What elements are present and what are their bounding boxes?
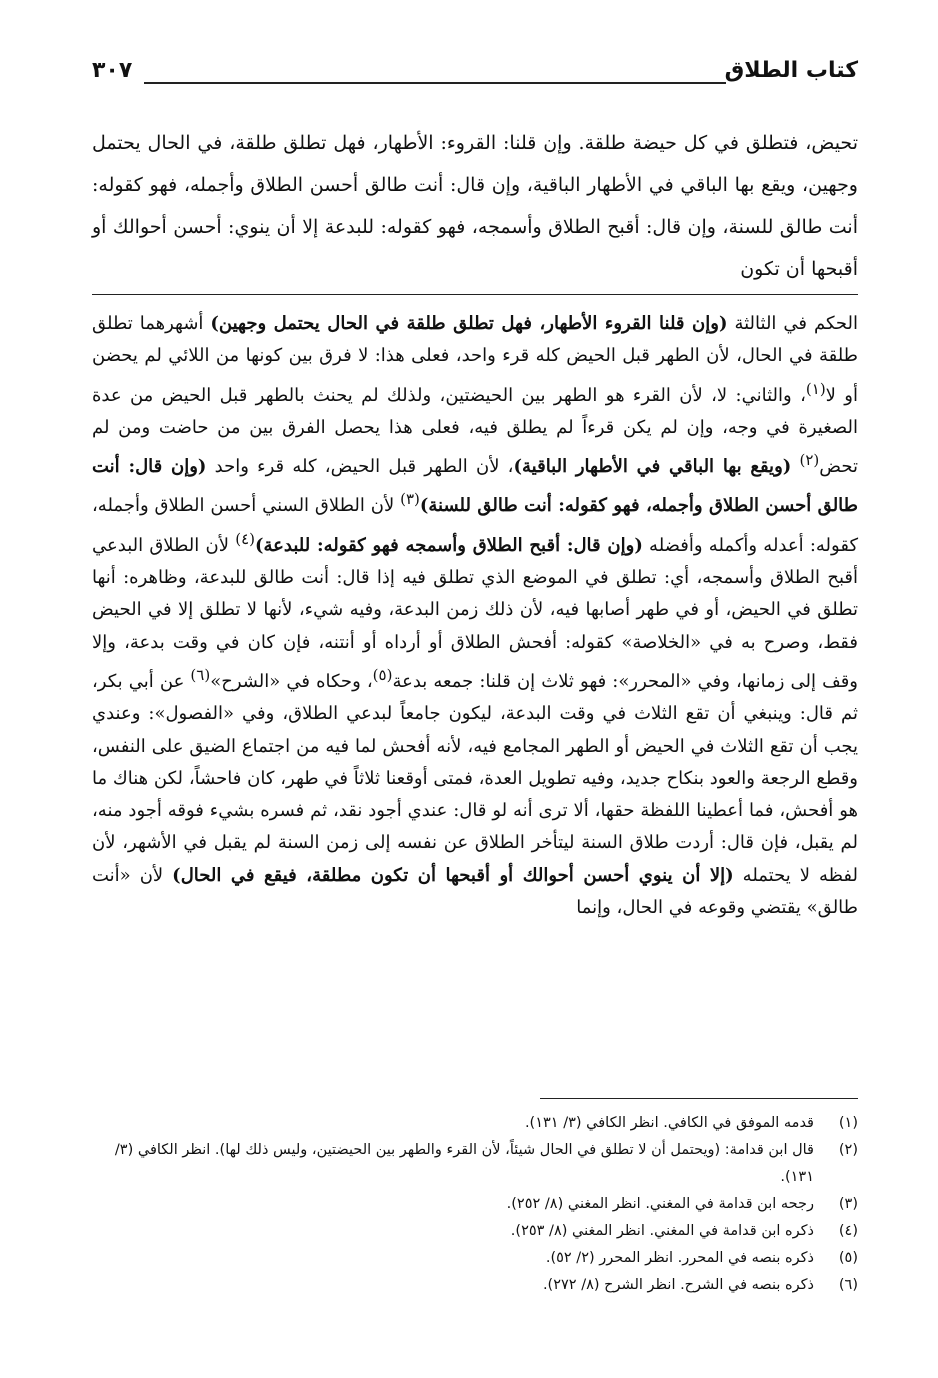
page-header bbox=[92, 56, 858, 92]
footnote-number: (١) bbox=[838, 1115, 858, 1131]
book-title: كتاب الطلاق bbox=[724, 58, 858, 83]
footnote-ref[interactable]: (١) bbox=[805, 379, 826, 398]
commentary-text: الحكم في الثالثة bbox=[727, 313, 858, 334]
header-rule bbox=[144, 82, 726, 84]
main-text-paragraph: تحيض، فتطلق في كل حيضة طلقة. وإن قلنا: القروء: الأطهار، فهل تطلق طلقة، في الحال يحتمل وجهين، ويقع بها الباقي في الأطهار الباقية، وإن قال: أنت طالق أحسن الطلاق وأجمله، فهو كقوله: أنت طالق للسنة، وإن قال: أقبح الطلاق وأسمجه، فهو كقوله: للبدعة إلا أن ينوي: أحسن أحوالك أو أقبحها أن تكون bbox=[92, 132, 858, 280]
main-text bbox=[92, 122, 858, 290]
footnote-ref[interactable]: (٢) bbox=[799, 451, 820, 470]
page-number: ٣٠٧ bbox=[92, 58, 133, 83]
quoted-matn: (وإن قال: أنت طالق أحسن الطلاق وأجمله، فهو كقوله: أنت طالق للسنة) bbox=[92, 456, 858, 517]
footnote-text: ذكره بنصه في المحرر. انظر المحرر (٢/ ٥٢). bbox=[545, 1250, 814, 1266]
footnote-text: ذكره بنصه في الشرح. انظر الشرح (٨/ ٢٧٢). bbox=[542, 1277, 814, 1293]
commentary-text: ، والثاني: لا، لأن القرء هو الطهر بين الحيضتين، ولذلك لم يحنث بالطهر قبل الحيض من عدة الصغيرة في وجه، وإن لم يكن قرءاً لم يطلق فيه، فعلى هذا يحصل الفرق بين من حاضت ومن لم تحض bbox=[92, 384, 858, 478]
commentary-text: لأن «أنت طالق» يقتضي وقوعه في الحال، وإنما bbox=[92, 864, 858, 919]
text-separator bbox=[92, 294, 858, 295]
footnote-text: ذكره ابن قدامة في المغني. انظر المغني (٨/ ٢٥٣). bbox=[510, 1223, 814, 1239]
footnote-ref[interactable]: (٤) bbox=[235, 529, 255, 548]
footnote-number: (٣) bbox=[838, 1196, 858, 1212]
commentary-text: ، لأن الطهر قبل الحيض، كله قرء واحد bbox=[206, 456, 514, 478]
footnote-ref[interactable]: (٥) bbox=[372, 665, 393, 684]
footnotes-separator bbox=[540, 1098, 858, 1099]
footnote-number: (٥) bbox=[838, 1250, 858, 1266]
quoted-matn: (وإن قلنا القروء الأطهار، فهل تطلق طلقة في الحال يحتمل وجهين) bbox=[210, 313, 728, 334]
footnote-text: قال ابن قدامة: (ويحتمل أن لا تطلق في الحال شيئاً، لأن القرء والطهر بين الحيضتين، وليس ذلك لها). انظر الكافي (٣/ ١٣١). bbox=[114, 1142, 814, 1185]
commentary-text bbox=[791, 456, 799, 477]
quoted-matn: (إلا أن ينوي أحسن أحوالك أو أقبحها أن تكون مطلقة، فيقع في الحال) bbox=[172, 864, 734, 886]
footnote bbox=[92, 1272, 858, 1299]
footnote-text: رجحه ابن قدامة في المغني. انظر المغني (٨/ ٢٥٢). bbox=[506, 1196, 814, 1212]
commentary-paragraph bbox=[92, 308, 858, 924]
quoted-matn: (وإن قال: أقبح الطلاق وأسمجه فهو كقوله: للبدعة) bbox=[255, 534, 643, 556]
quoted-matn: (ويقع بها الباقي في الأطهار الباقية) bbox=[513, 456, 792, 478]
commentary-text: عن أبي بكر، ثم قال: وينبغي أن تقع الثلاث في وقت البدعة، ليكون جامعاً لبدعي الطلاق، وفي «الفصول»: وعندي يجب أن تقع الثلاث في الحيض أو الطهر المجامع فيه، لأنه أفحش لما فيه من اجتماع الضيق على النفس، وقطع الرجعة والعود بنكاح جديد، وفيه تطويل العدة، فمتى أوقعنا ثلاثاً في طهر، كان فاحشاً، لكن هناك ما هو أفحش، فما أعطينا اللفظة حقها، ألا ترى أنه لو قال: عندي أجود نقد، ثم فسره بشيء فوقه أجود منه، لم يقبل، فإن قال: أردت طلاق السنة ليتأخر الطلاق عن نفسه إلى زمن السنة لم يقبل في الأشهر، لأن لفظه لا يحتمله bbox=[92, 670, 858, 886]
footnote-number: (٢) bbox=[838, 1142, 858, 1158]
commentary-text: أشهرهما تطلق طلقة في الحال، لأن الطهر قبل الحيض كله قرء واحد، فعلى هذا: لا فرق بين كونها من اللائي لم يحضن أو لا bbox=[92, 313, 858, 406]
footnote bbox=[92, 1110, 858, 1137]
footnote-text: قدمه الموفق في الكافي. انظر الكافي (٣/ ١٣١). bbox=[524, 1115, 814, 1131]
commentary-text: لأن الطلاق السني أحسن الطلاق وأجمله، كقوله: أعدله وأكمله وأفضله bbox=[92, 495, 859, 556]
footnote-ref[interactable]: (٣) bbox=[400, 490, 420, 509]
footnote bbox=[92, 1218, 858, 1245]
commentary bbox=[92, 308, 858, 924]
footnote bbox=[92, 1245, 858, 1272]
footnote-number: (٦) bbox=[838, 1277, 858, 1293]
footnotes bbox=[92, 1110, 858, 1299]
footnote bbox=[92, 1137, 858, 1191]
commentary-text: ، وحكاه في «الشرح» bbox=[210, 670, 373, 692]
footnote-number: (٤) bbox=[838, 1223, 858, 1239]
footnote-ref[interactable]: (٦) bbox=[190, 665, 211, 684]
commentary-text: لأن الطلاق البدعي أقبح الطلاق وأسمجه، أي: تطلق في الموضع الذي تطلق فيه إذا قال: أنت طالق للبدعة، وظاهره: أنها تطلق في الحيض، أو في طهر أصابها فيه، لأن ذلك زمن البدعة، وفيه شيء، لأنها لا تطلق إلا في الحيض فقط، وصرح به في «الخلاصة» كقوله: أفحش الطلاق أو أرداه أو أنتنه، فإن كان في وقت بدعة، وإلا وقف إلى زمانها، وفي «المحرر»: فهو ثلاث إن قلنا: جمعه بدعة bbox=[92, 534, 859, 692]
footnote bbox=[92, 1191, 858, 1218]
